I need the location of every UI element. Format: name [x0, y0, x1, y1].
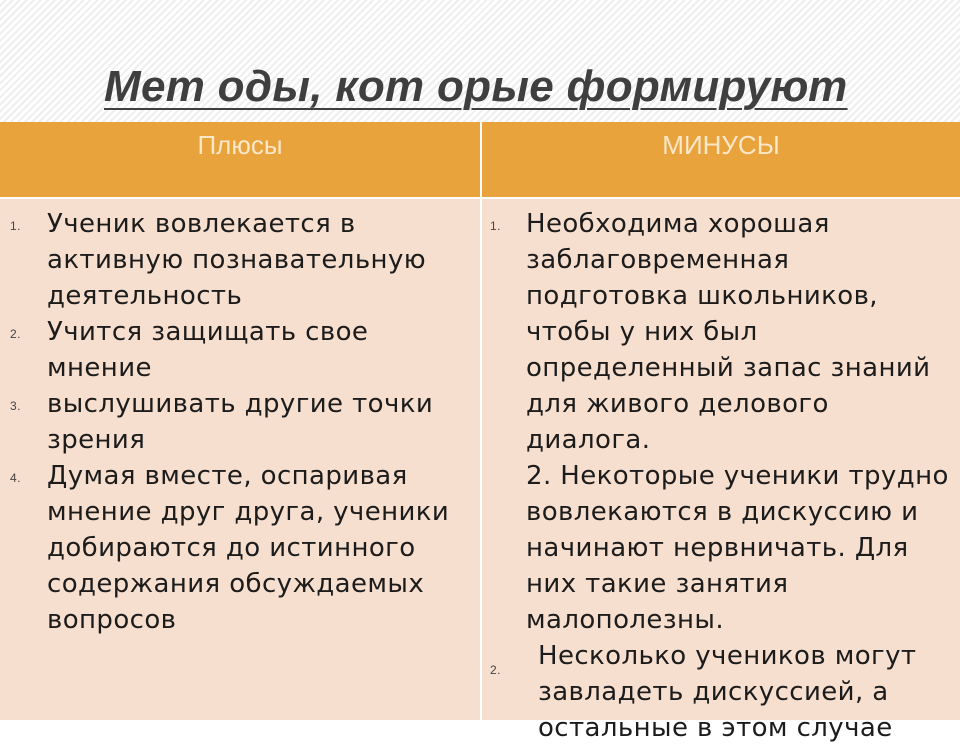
list-marker: 2.	[490, 663, 501, 677]
pros-item	[10, 386, 475, 458]
pros-list	[10, 206, 475, 638]
cons-item	[490, 638, 958, 746]
column-divider	[480, 122, 482, 720]
pros-item	[10, 314, 475, 386]
pros-item-text: Учится защищать свое мнение	[47, 317, 369, 383]
pros-item	[10, 458, 475, 638]
slide-title: Мет оды, кот орые формируют	[104, 62, 848, 111]
list-marker: 2.	[10, 327, 21, 341]
list-marker: 3.	[10, 399, 21, 413]
cons-item-text: 2. Некоторые ученики трудно вовлекаются в дискуссию и начинают нервничать. Для них такие занятия малополезны.	[526, 461, 949, 635]
cons-item-text: Несколько учеников могут завладеть дискуссией, а остальные в этом случае	[538, 641, 917, 743]
cons-item-text: Необходима хорошая заблаговременная подготовка школьников, чтобы у них был определенный запас знаний для живого делового диалога.	[526, 209, 931, 455]
pros-item-text: Думая вместе, оспаривая мнение друг друга, ученики добираются до истинного содержания обсуждаемых вопросов	[47, 461, 450, 635]
cons-item	[490, 206, 958, 458]
pros-item-text: выслушивать другие точки зрения	[47, 389, 434, 455]
cons-header: МИНУСЫ	[482, 122, 960, 197]
header-divider	[0, 197, 960, 199]
cons-list	[490, 206, 958, 746]
pros-header: Плюсы	[0, 122, 480, 197]
pros-item	[10, 206, 475, 314]
pros-item-text: Ученик вовлекается в активную познавательную деятельность	[47, 209, 427, 311]
list-marker: 4.	[10, 471, 21, 485]
list-marker: 1.	[490, 219, 501, 233]
cons-item	[526, 458, 958, 638]
list-marker: 1.	[10, 219, 21, 233]
